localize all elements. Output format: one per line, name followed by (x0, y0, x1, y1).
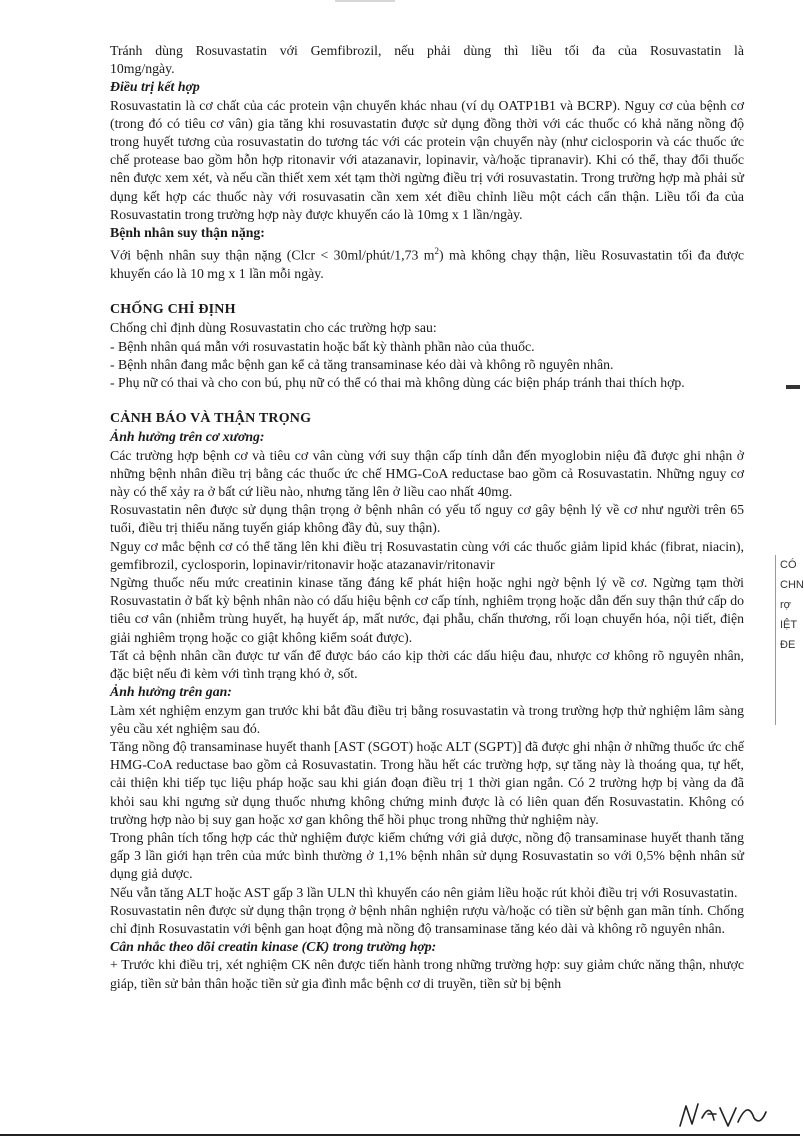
muscle-paragraph: Rosuvastatin nên được sử dụng thận trọng ở bệnh nhân có yếu tố nguy cơ gây bệnh lý về cơ như người trên 65 tuổi, điều trị thiểu năng tuyến giáp không đầy đủ, suy thận). (110, 502, 744, 536)
edge-fragment-strip (775, 555, 804, 725)
contraindications-heading: CHỐNG CHỈ ĐỊNH (110, 302, 236, 318)
combination-body: Rosuvastatin là cơ chất của các protein vận chuyển khác nhau (ví dụ OATP1B1 và BCRP). Nguy cơ của bệnh cơ (trong đó có tiêu cơ vân) gia tăng khi rosuvastatin được sử dụng đồng thời với các thuốc có khả năng nồng độ trong huyết tương của rosuvastatin do tương tác với các protein vận chuyển này (như ciclosporin và các thuốc ức chế protease bao gồm hỗn hợp ritonavir với atazanavir, lopinavir, và/hoặc tipranavir). Khi có thể, thay đổi thuốc nên được xem xét, và nếu cần thiết xem xét tạm thời ngừng điều trị với rosuvastatin. Trong trường hợp mà phải sử dụng kết hợp các thuốc này với rosuvasatin cần xem xét điều chỉnh liều một cách cẩn thận. Liều tối đa của Rosuvastatin trong trường hợp này được khuyến cáo là 10mg x 1 lần/ngày. (110, 97, 744, 222)
renal-body (110, 242, 744, 283)
contraindications-intro: Chống chỉ định dùng Rosuvastatin cho các trường hợp sau: (110, 320, 437, 336)
liver-paragraph: Tăng nồng độ transaminase huyết thanh [AST (SGOT) hoặc ALT (SGPT)] đã được ghi nhận ở những thuốc ức chế HMG-CoA reductase bao gồm cả Rosuvastatin. Trong hầu hết các trường hợp, sự tăng này là thoáng qua, tự hết, cải thiện khi tiếp tục liệu pháp hoặc sau khi gián đoạn điều trị 1 thời gian ngắn. Có 2 trường hợp bị vàng da đã khỏi sau khi ngưng sử dụng thuốc nhưng không chứng minh được là có liên quan đến Rosuvastatin. Không có trường hợp nào bị suy gan hoặc xơ gan không thể hồi phục trong những thử nghiệm này. (110, 738, 744, 827)
document-page (110, 42, 744, 993)
renal-heading: Bệnh nhân suy thận nặng: (110, 225, 265, 241)
liver-paragraph: Rosuvastatin nên được sử dụng thận trọng ở bệnh nhân nghiện rượu và/hoặc có tiền sử bệnh gan mãn tính. Chống chỉ định Rosuvastatin với bệnh gan hoạt động mà nồng độ transaminase tăng kéo dài và không rõ nguyên nhân. (110, 902, 744, 936)
muscle-heading: Ảnh hưởng trên cơ xương: (110, 429, 265, 445)
muscle-paragraph: Ngừng thuốc nếu mức creatinin kinase tăng đáng kể phát hiện hoặc nghi ngờ bệnh lý về cơ. Ngừng tạm thời Rosuvastatin ở bất kỳ bệnh nhân nào có dấu hiệu bệnh cơ cấp tính, nghiêm trọng hoặc dẫn đến suy thận thứ cấp do tiêu cơ vân (nhiễm trùng huyết, hạ huyết áp, mất nước, đại phẫu, chấn thương, rối loạn chuyển hóa, nội tiết, điện giải nghiêm trọng hoặc co giật không kiểm soát được). (110, 575, 744, 645)
renal-superscript: 2 (434, 246, 439, 257)
edge-fragment: CÓ (780, 559, 797, 571)
liver-paragraph: Làm xét nghiệm enzym gan trước khi bắt đầu điều trị bằng rosuvastatin và trong trường hợp thử nghiệm lâm sàng yêu cầu xét nghiệm sau đó. (110, 702, 744, 736)
muscle-paragraph: Nguy cơ mắc bệnh cơ có thể tăng lên khi điều trị Rosuvastatin cùng với các thuốc giảm lipid khác (fibrat, niacin), gemfibrozil, cyclosporin, lopinavir/ritonavir hoặc atazanavir/ritonavir (110, 538, 744, 572)
combination-heading: Điều trị kết hợp (110, 79, 200, 95)
contraindication-item: - Bệnh nhân đang mắc bệnh gan kể cả tăng transaminase kéo dài và không rõ nguyên nhân. (110, 356, 614, 372)
contraindication-item: - Bệnh nhân quá mẫn với rosuvastatin hoặc bất kỳ thành phần nào của thuốc. (110, 338, 535, 354)
ck-heading: Cân nhắc theo dõi creatin kinase (CK) trong trường hợp: (110, 939, 437, 955)
liver-paragraph: Nếu vẫn tăng ALT hoặc AST gấp 3 lần ULN thì khuyến cáo nên giảm liều hoặc rút khỏi điều trị với Rosuvastatin. (110, 884, 738, 900)
liver-paragraph: Trong phân tích tổng hợp các thử nghiệm được kiểm chứng với giả dược, nồng độ transaminase huyết thanh tăng gấp 3 lần giới hạn trên của mức bình thường ở 1,1% bệnh nhân sử dụng Rosuvastatin so với 0,5% bệnh nhân sử dụng giả dược. (110, 829, 744, 882)
edge-fragment: IỆT (780, 619, 798, 631)
edge-fragment: CHN (780, 579, 804, 591)
liver-heading: Ảnh hưởng trên gan: (110, 684, 232, 700)
intro-line-1: Tránh dùng Rosuvastatin với Gemfibrozil, nếu phải dùng thì liều tối đa của Rosuvastatin là (110, 43, 744, 58)
renal-body-after: ) mà không chạy thận, liều Rosuvastatin tối đa được khuyến cáo là 10 mg x 1 lần mỗi ngày. (110, 247, 744, 282)
handwritten-signature (676, 1096, 770, 1132)
edge-fragment: rợ (780, 599, 791, 611)
muscle-paragraph: Tất cả bệnh nhân cần được tư vấn để được báo cáo kịp thời các dấu hiệu đau, nhược cơ không rõ nguyên nhân, đặc biệt nếu đi kèm với tình trạng khó ở, sốt. (110, 647, 744, 682)
warnings-heading: CẢNH BÁO VÀ THẬN TRỌNG (110, 411, 312, 427)
bottom-rule (0, 1134, 800, 1136)
edge-fragment: ĐE (780, 639, 796, 651)
muscle-paragraph: Các trường hợp bệnh cơ và tiêu cơ vân cùng với suy thận cấp tính dẫn đến myoglobin niệu đã được ghi nhận ở những bệnh nhân điều trị bằng các thuốc ức chế HMG-CoA reductase bao gồm cả Rosuvastatin. Những nguy cơ này có thể xảy ra ở bất cứ liều nào, nhưng tăng lên ở liều cao nhất 40mg. (110, 447, 744, 500)
edge-scan-mark (786, 385, 800, 389)
ck-text: + Trước khi điều trị, xét nghiệm CK nên được tiến hành trong những trường hợp: suy giảm chức năng thận, nhược giáp, tiền sử bản thân hoặc tiền sử gia đình mắc bệnh cơ di truyền, tiền sử bị bệnh (110, 957, 744, 991)
scan-top-mark (335, 0, 395, 2)
intro-line-2: 10mg/ngày. (110, 61, 175, 77)
renal-body-before: Với bệnh nhân suy thận nặng (Clcr < 30ml/phút/1,73 m (110, 247, 435, 263)
contraindication-item: - Phụ nữ có thai và cho con bú, phụ nữ có thể có thai mà không dùng các biện pháp tránh thai thích hợp. (110, 375, 685, 391)
